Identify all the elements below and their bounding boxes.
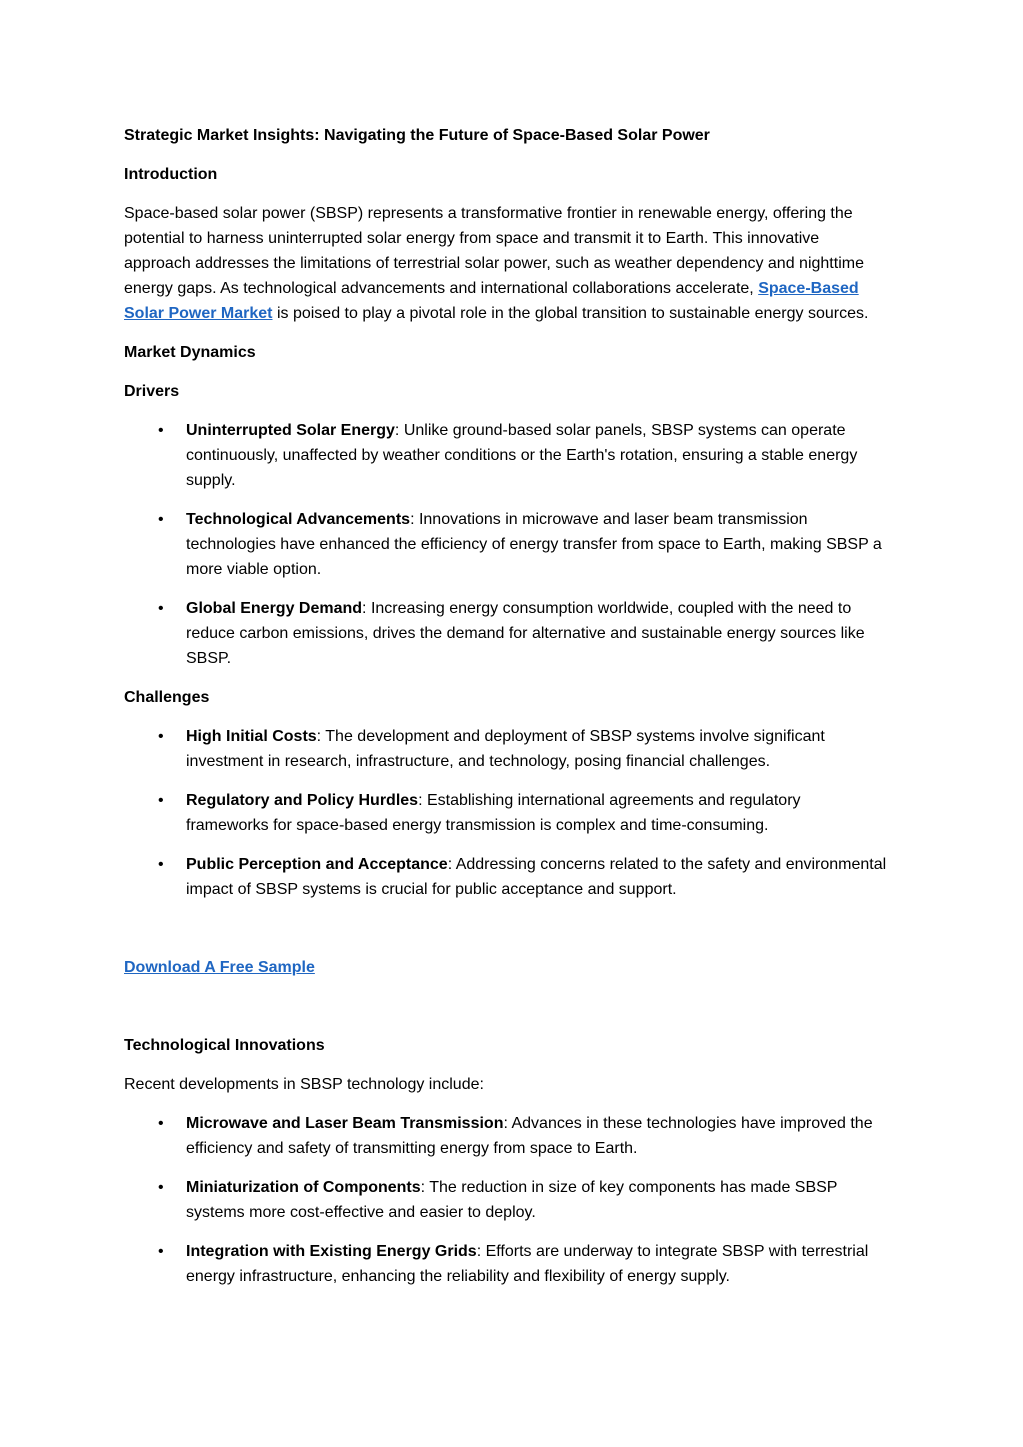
list-item-text: : Unlike ground-based solar panels, SBSP systems can operate continuously, unaffected by weather conditions or the Earth's rotation, ensuring a stable energy supply. [186, 422, 858, 489]
intro-text-before-link: Space-based solar power (SBSP) represents a transformative frontier in renewable energy, offering the potential to harness uninterrupted solar energy from space and transmit it to Earth. This innovative approach addresses the limitations of terrestrial solar power, such as weather dependency and nighttime energy gaps. As technological advancements and international collaborations accelerate, [124, 205, 864, 297]
list-item [124, 1175, 887, 1225]
introduction-heading: Introduction [124, 166, 218, 183]
bullet-icon: • [158, 1243, 164, 1260]
introduction-paragraph [124, 201, 887, 326]
list-item [124, 418, 887, 493]
list-item-text: : Innovations in microwave and laser beam transmission technologies have enhanced the efficiency of energy transfer from space to Earth, making SBSP a more viable option. [186, 511, 882, 578]
list-item-text: : Advances in these technologies have improved the efficiency and safety of transmitting energy from space to Earth. [186, 1115, 873, 1157]
tech-intro-paragraph: Recent developments in SBSP technology include: [124, 1076, 484, 1093]
list-item-term: Miniaturization of Components [186, 1179, 421, 1196]
drivers-list [124, 418, 887, 671]
drivers-heading: Drivers [124, 383, 180, 400]
market-report-link[interactable]: Space-Based Solar Power Market [124, 280, 859, 322]
challenges-list [124, 724, 887, 902]
list-item [124, 507, 887, 582]
list-item-text: : The development and deployment of SBSP systems involve significant investment in research, infrastructure, and technology, posing financial challenges. [186, 728, 825, 770]
list-item [124, 852, 887, 902]
tech-innovations-heading: Technological Innovations [124, 1037, 325, 1054]
list-item-term: Microwave and Laser Beam Transmission [186, 1115, 504, 1132]
list-item-text: : The reduction in size of key components has made SBSP systems more cost-effective and easier to deploy. [186, 1179, 838, 1221]
bullet-icon: • [158, 792, 164, 809]
list-item-term: Technological Advancements [186, 511, 411, 528]
challenges-heading: Challenges [124, 689, 210, 706]
list-item-text: : Increasing energy consumption worldwide, coupled with the need to reduce carbon emissions, drives the demand for alternative and sustainable energy sources like SBSP. [186, 600, 865, 667]
list-item [124, 724, 887, 774]
list-item-term: Regulatory and Policy Hurdles [186, 792, 419, 809]
list-item [124, 1111, 887, 1161]
document-title: Strategic Market Insights: Navigating the Future of Space-Based Solar Power [124, 127, 710, 144]
bullet-icon: • [158, 1179, 164, 1196]
bullet-icon: • [158, 856, 164, 873]
bullet-icon: • [158, 422, 164, 439]
list-item [124, 788, 887, 838]
list-item-text: : Establishing international agreements and regulatory frameworks for space-based energy transmission is complex and time-consuming. [186, 792, 801, 834]
download-sample-link[interactable]: Download A Free Sample [124, 959, 315, 976]
list-item-text: : Efforts are underway to integrate SBSP with terrestrial energy infrastructure, enhancing the reliability and flexibility of energy supply. [186, 1243, 869, 1285]
download-sample-section [124, 955, 887, 980]
bullet-icon: • [158, 728, 164, 745]
list-item-term: Integration with Existing Energy Grids [186, 1243, 477, 1260]
list-item-term: Uninterrupted Solar Energy [186, 422, 395, 439]
market-dynamics-heading: Market Dynamics [124, 344, 256, 361]
tech-innovations-list [124, 1111, 887, 1289]
list-item-text: : Addressing concerns related to the safety and environmental impact of SBSP systems is crucial for public acceptance and support. [186, 856, 887, 898]
bullet-icon: • [158, 511, 164, 528]
list-item-term: Public Perception and Acceptance [186, 856, 448, 873]
bullet-icon: • [158, 600, 164, 617]
intro-text-after-link: is poised to play a pivotal role in the global transition to sustainable energy sources. [272, 305, 869, 322]
list-item [124, 1239, 887, 1289]
list-item [124, 596, 887, 671]
bullet-icon: • [158, 1115, 164, 1132]
list-item-term: Global Energy Demand [186, 600, 363, 617]
list-item-term: High Initial Costs [186, 728, 317, 745]
